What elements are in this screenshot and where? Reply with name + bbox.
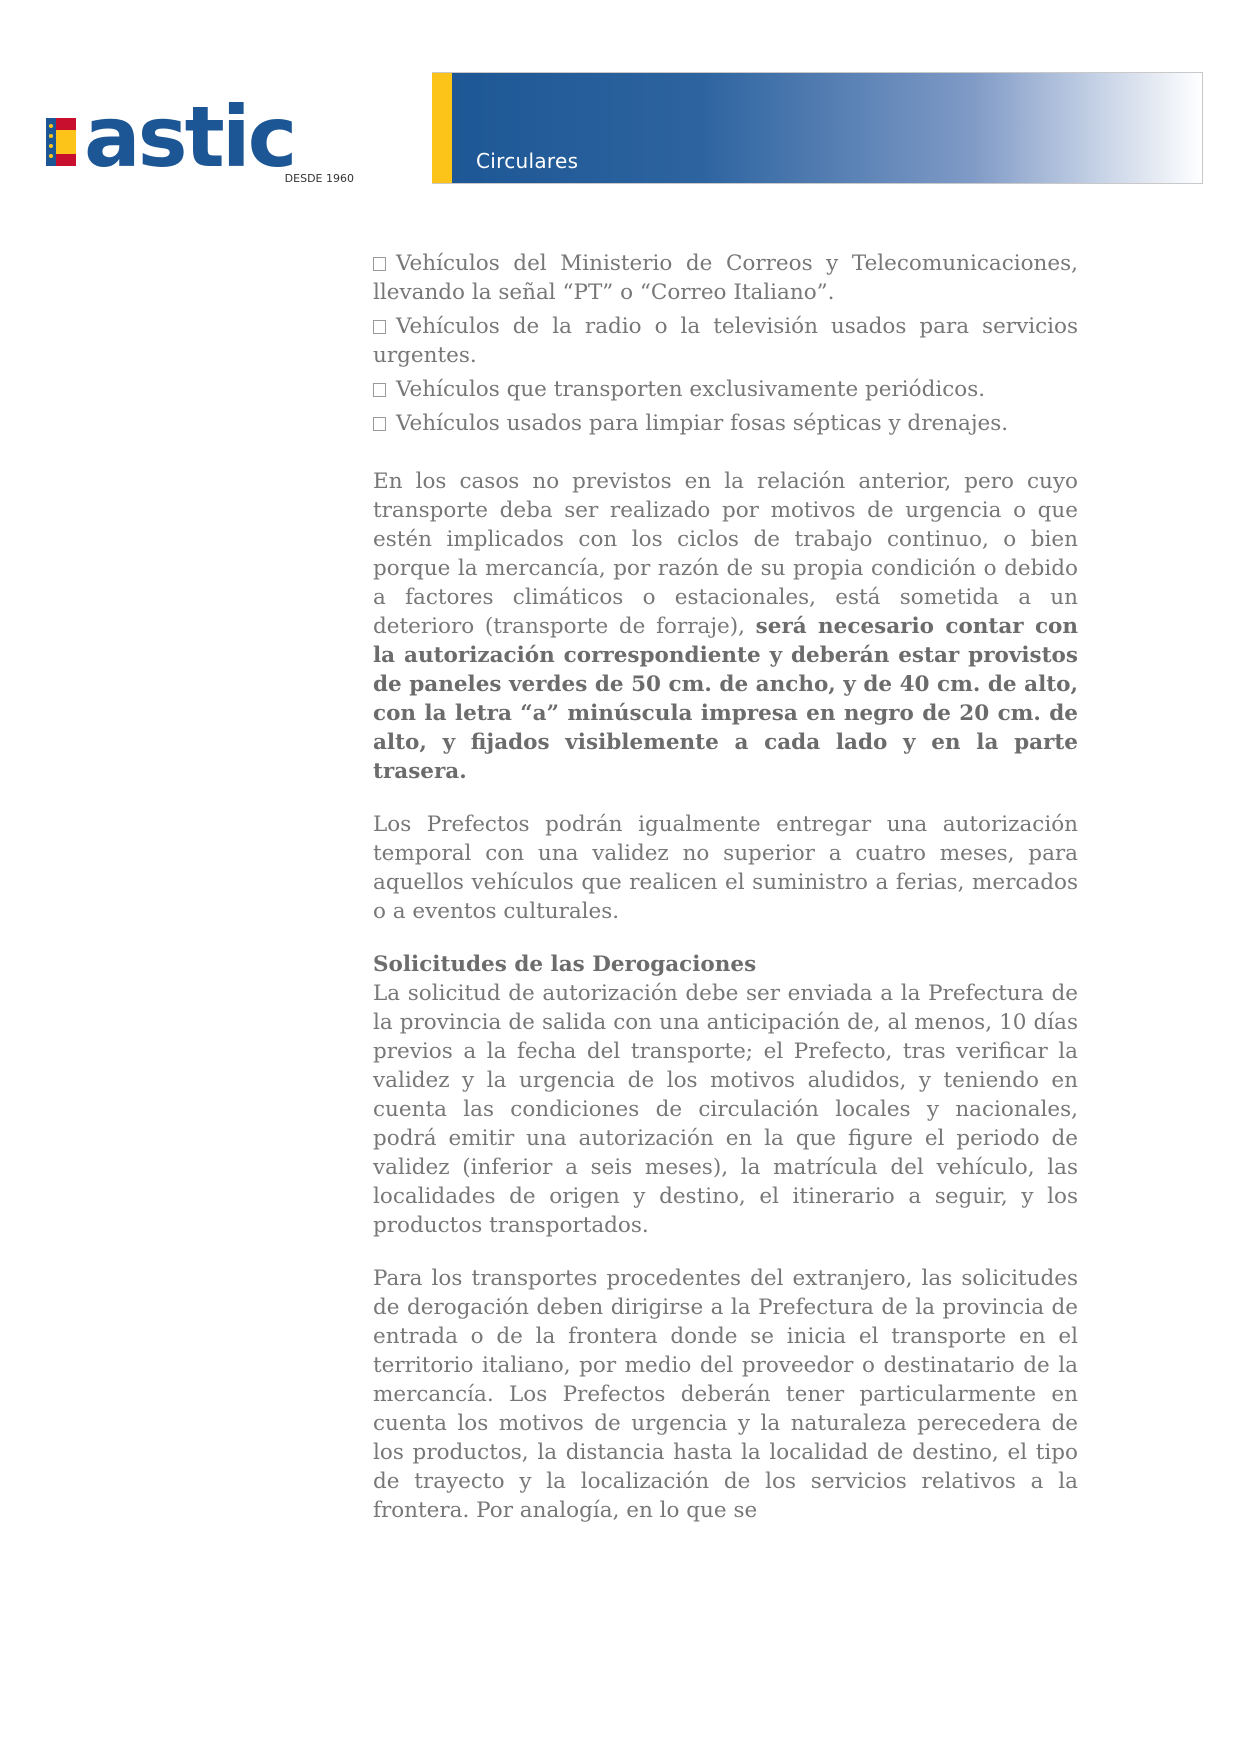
list-item: Vehículos usados para limpiar fosas sépticas y drenajes.	[373, 409, 1078, 438]
paragraph-derogations: En los casos no previstos en la relación anterior, pero cuyo transporte deba ser realizado por motivos de urgencia o que estén implicados con los ciclos de trabajo continuo, o bien porque la mercancía, por razón de su propia condición o debido a factores climáticos o estacionales, está sometida a un deterioro (transporte de forraje), será necesario contar con la autorización correspondiente y deberán estar provistos de paneles verdes de 50 cm. de ancho, y de 40 cm. de alto, con la letra “a” minúscula impresa en negro de 20 cm. de alto, y fijados visiblemente a cada lado y en la parte trasera.	[373, 469, 1079, 784]
list-item: Vehículos del Ministerio de Correos y Telecomunicaciones, llevando la señal “PT” o “Correo Italiano”.	[373, 251, 1078, 305]
logo-tagline: DESDE 1960	[284, 172, 354, 185]
flag-emblem	[46, 118, 76, 166]
banner-stripe	[432, 73, 452, 183]
astic-logo	[46, 96, 366, 186]
logo-wordmark: astic	[84, 96, 295, 186]
list-item: Vehículos que transporten exclusivamente periódicos.	[373, 375, 1078, 404]
list-item: Vehículos de la radio o la televisión usados para servicios urgentes.	[373, 314, 1078, 368]
section-heading: Solicitudes de las Derogaciones	[373, 952, 757, 977]
bullet-box-icon	[373, 257, 386, 271]
paragraph-application: La solicitud de autorización debe ser enviada a la Prefectura de la provincia de salida con una anticipación de, al menos, 10 días previos a la fecha del transporte; el Prefecto, tras verificar la validez y la urgencia de los motivos aludidos, y teniendo en cuenta las condiciones de circulación locales y nacionales, podrá emitir una autorización en la que figure el periodo de validez (inferior a seis meses), la matrícula del vehículo, las localidades de origen y destino, el itinerario a seguir, y los productos transportados.	[373, 981, 1078, 1238]
document-body	[373, 249, 1078, 1525]
bullet-box-icon	[373, 417, 386, 431]
header-banner	[432, 72, 1203, 184]
bullet-box-icon	[373, 320, 386, 334]
paragraph-prefects: Los Prefectos podrán igualmente entregar una autorización temporal con una validez no superior a cuatro meses, para aquellos vehículos que realicen el suministro a ferias, mercados o a eventos culturales.	[373, 812, 1078, 924]
section-title: Circulares	[476, 149, 579, 173]
paragraph-emphasis: será necesario contar con la autorización correspondiente y deberán estar provistos de paneles verdes de 50 cm. de ancho, y de 40 cm. de alto, con la letra “a” minúscula impresa en negro de 20 cm. de alto, y fijados visiblemente a cada lado y en la parte trasera.	[373, 614, 1079, 784]
bullet-box-icon	[373, 383, 386, 397]
paragraph-foreign-transport: Para los transportes procedentes del extranjero, las solicitudes de derogación deben dirigirse a la Prefectura de la provincia de entrada o de la frontera donde se inicia el transporte en el territorio italiano, por medio del proveedor o destinatario de la mercancía. Los Prefectos deberán tener particularmente en cuenta los motivos de urgencia y la naturaleza perecedera de los productos, la distancia hasta la localidad de destino, el tipo de trayecto y la localización de los servicios relativos a la frontera. Por analogía, en lo que se	[373, 1266, 1078, 1523]
